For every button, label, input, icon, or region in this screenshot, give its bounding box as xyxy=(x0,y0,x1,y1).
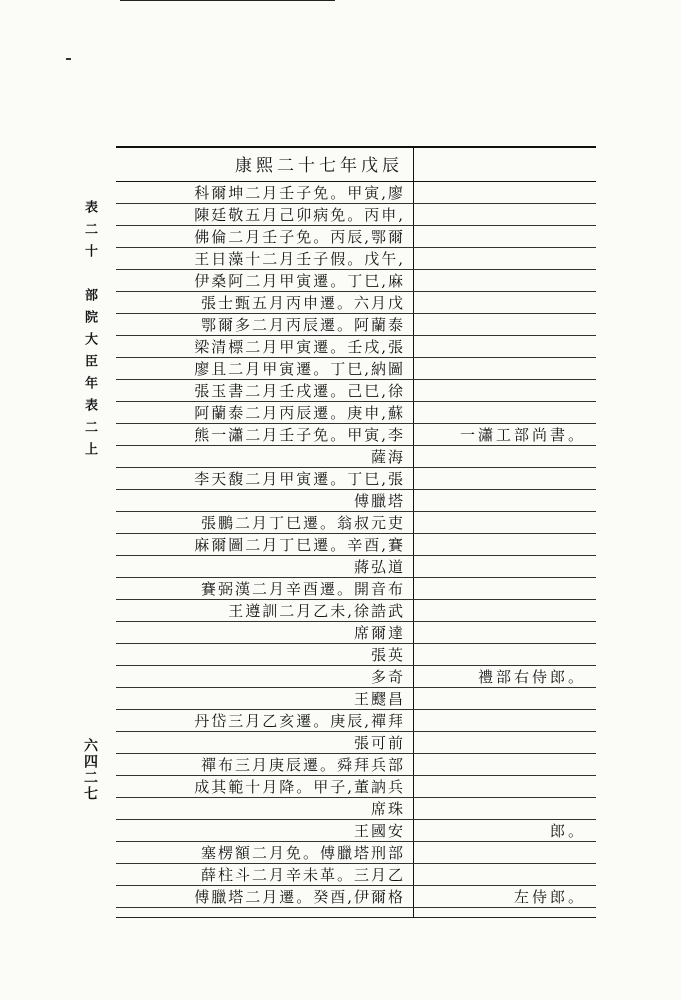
table-row xyxy=(116,644,596,666)
table-row xyxy=(116,490,596,512)
entry-text: 傅臘塔二月遷。癸酉,伊爾格 xyxy=(194,888,405,906)
entry-text: 成其範十月降。甲子,董訥兵 xyxy=(194,778,405,796)
entry-text: 張英 xyxy=(370,646,405,664)
table-row xyxy=(116,270,596,292)
entry-text: 熊一瀟二月壬子免。甲寅,李 xyxy=(194,426,405,444)
entry-note xyxy=(414,336,596,357)
entry-note xyxy=(414,688,596,709)
table-row xyxy=(116,182,596,204)
table-row xyxy=(116,556,596,578)
entry-text: 王國安 xyxy=(353,822,405,840)
table-row xyxy=(116,886,596,908)
entry-note xyxy=(414,358,596,379)
table-row xyxy=(116,666,596,688)
table-row xyxy=(116,358,596,380)
entry-note xyxy=(414,776,596,797)
entry-text: 王飂昌 xyxy=(353,690,405,708)
entry-text: 李天馥二月甲寅遷。丁巳,張 xyxy=(194,470,405,488)
ink-speck xyxy=(66,58,71,60)
entry-note: 一瀟工部尚書。 xyxy=(459,426,586,444)
entry-text: 蔣弘道 xyxy=(353,558,405,576)
entry-text: 張玉書二月壬戌遷。己巳,徐 xyxy=(194,382,405,400)
table-row xyxy=(116,578,596,600)
table-header-row xyxy=(116,146,596,182)
entry-text: 麻爾圖二月丁巳遷。辛酉,賽 xyxy=(194,536,405,554)
entry-text: 薩海 xyxy=(370,448,405,466)
entry-note xyxy=(414,468,596,489)
margin-page-number: 六四二七 xyxy=(82,738,98,802)
entry-text: 王日藻十二月壬子假。戊午, xyxy=(194,250,405,268)
entry-note xyxy=(414,292,596,313)
entry-text: 阿蘭泰二月丙辰遷。庚申,蘇 xyxy=(194,404,405,422)
entry-text: 多奇 xyxy=(370,668,405,686)
entry-text: 廖且二月甲寅遷。丁巳,納圖 xyxy=(194,360,405,378)
entry-note xyxy=(414,182,596,203)
entry-note xyxy=(414,270,596,291)
entry-text: 科爾坤二月壬子免。甲寅,廖 xyxy=(194,184,405,202)
entry-text: 張士甄五月丙申遷。六月戊 xyxy=(200,294,405,312)
table-row xyxy=(116,710,596,732)
margin-title: 表二十 部院大臣年表二上 xyxy=(82,200,97,464)
entry-note xyxy=(414,402,596,423)
entry-note xyxy=(414,600,596,621)
entry-text: 張可前 xyxy=(353,734,405,752)
year-header: 康熙二十七年戊辰 xyxy=(235,156,403,176)
table-row xyxy=(116,204,596,226)
entry-note xyxy=(414,204,596,225)
entry-note xyxy=(414,622,596,643)
entry-text: 薛柱斗二月辛未革。三月乙 xyxy=(200,866,405,884)
entry-note xyxy=(414,534,596,555)
entry-note: 左侍郎。 xyxy=(513,888,586,906)
entry-text: 賽弼漢二月辛酉遷。開音布 xyxy=(200,580,405,598)
entry-note xyxy=(414,732,596,753)
officials-table xyxy=(116,146,596,918)
entry-note xyxy=(414,556,596,577)
table-row xyxy=(116,534,596,556)
table-row xyxy=(116,864,596,886)
table-row xyxy=(116,688,596,710)
entry-note xyxy=(414,578,596,599)
entry-text: 塞楞額二月免。傅臘塔刑部 xyxy=(200,844,405,862)
table-row xyxy=(116,820,596,842)
table-row xyxy=(116,424,596,446)
entry-note xyxy=(414,842,596,863)
table-row xyxy=(116,314,596,336)
table-row xyxy=(116,402,596,424)
entry-text: 席珠 xyxy=(370,800,405,818)
entry-note xyxy=(414,446,596,467)
entry-note xyxy=(414,490,596,511)
entry-text: 禪布三月庚辰遷。舜拜兵部 xyxy=(200,756,405,774)
entry-text: 伊桑阿二月甲寅遷。丁巳,麻 xyxy=(194,272,405,290)
table-row xyxy=(116,380,596,402)
entry-note xyxy=(414,710,596,731)
table-row xyxy=(116,798,596,820)
entry-text: 陳廷敬五月己卯病免。丙申, xyxy=(194,206,405,224)
entry-text: 傅臘塔 xyxy=(353,492,405,510)
entry-text: 梁清標二月甲寅遷。壬戌,張 xyxy=(194,338,405,356)
top-edge-rule xyxy=(120,0,335,1)
table-row xyxy=(116,248,596,270)
table-row xyxy=(116,732,596,754)
table-row xyxy=(116,292,596,314)
table-row xyxy=(116,468,596,490)
entry-text: 王遵訓二月乙未,徐誥武 xyxy=(228,602,405,620)
entry-note: 郎。 xyxy=(549,822,586,840)
entry-note xyxy=(414,314,596,335)
table-row xyxy=(116,512,596,534)
entry-note: 禮部右侍郎。 xyxy=(477,668,586,686)
table-row xyxy=(116,842,596,864)
entry-note xyxy=(414,380,596,401)
entry-note xyxy=(414,864,596,885)
entry-note xyxy=(414,226,596,247)
table-row xyxy=(116,754,596,776)
entry-note xyxy=(414,798,596,819)
header-right-cell xyxy=(414,146,596,181)
table-row xyxy=(116,600,596,622)
table-row xyxy=(116,622,596,644)
table-row xyxy=(116,776,596,798)
entry-note xyxy=(414,512,596,533)
entry-text: 鄂爾多二月丙辰遷。阿蘭泰 xyxy=(200,316,405,334)
entry-note xyxy=(414,644,596,665)
entry-note xyxy=(414,754,596,775)
entry-note xyxy=(414,248,596,269)
entry-text: 丹岱三月乙亥遷。庚辰,禪拜 xyxy=(194,712,405,730)
entry-text: 席爾達 xyxy=(353,624,405,642)
table-row xyxy=(116,226,596,248)
entry-text: 佛倫二月壬子免。丙辰,鄂爾 xyxy=(194,228,405,246)
entry-text: 張鵬二月丁巳遷。翁叔元吏 xyxy=(200,514,405,532)
table-bottom-rule xyxy=(116,917,596,918)
table-row xyxy=(116,336,596,358)
table-row xyxy=(116,446,596,468)
